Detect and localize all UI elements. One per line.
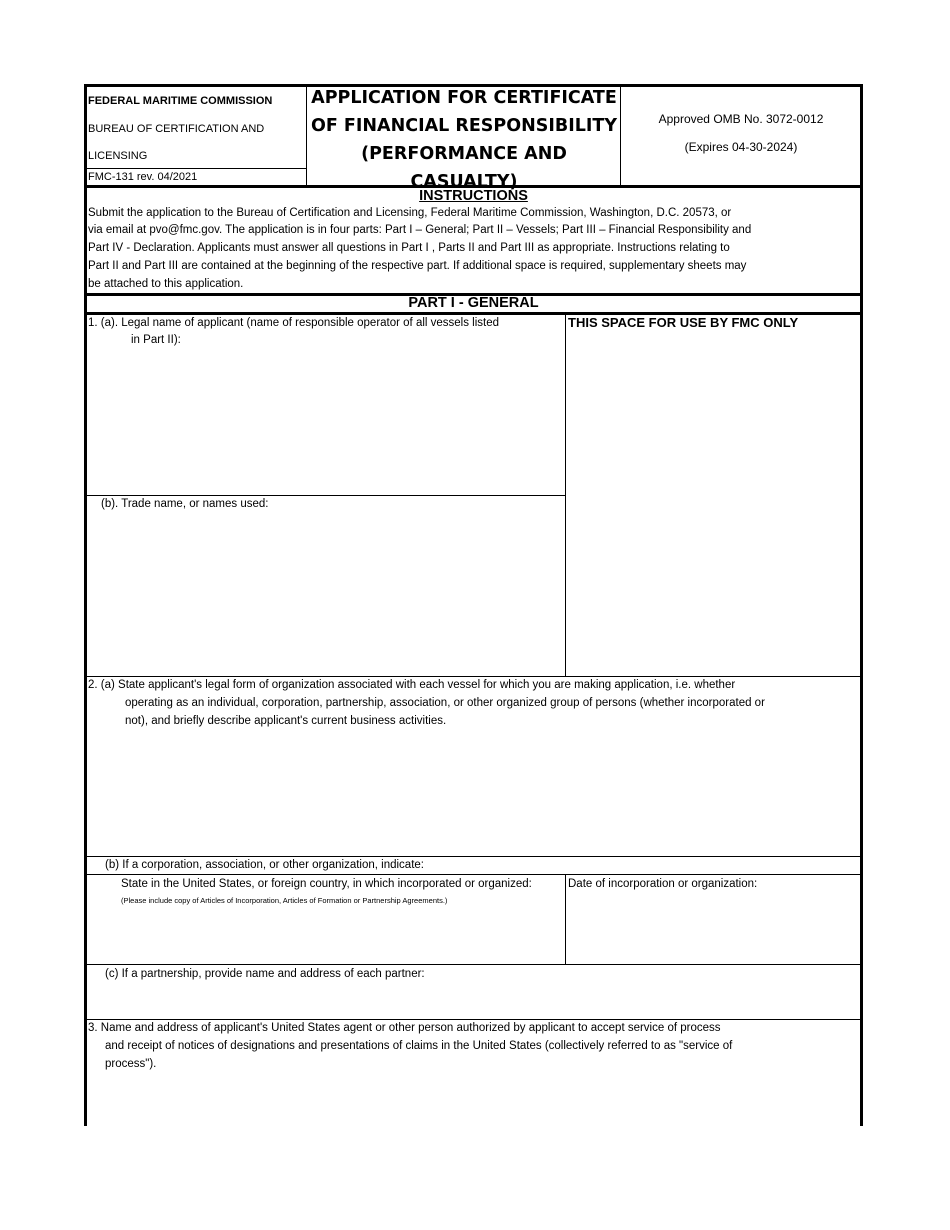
- omb-number: Approved OMB No. 3072-0012: [658, 112, 824, 126]
- instructions-line-4: Part II and Part III are contained at the beginning of the respective part. If additional space is required, supplementary sheets may: [88, 260, 747, 272]
- q2b-label: (b) If a corporation, association, or other organization, indicate:: [105, 859, 424, 871]
- instructions-line-5: be attached to this application.: [88, 278, 244, 290]
- header-divider-right: [620, 86, 621, 186]
- omb-expiration: (Expires 04-30-2024): [684, 140, 798, 154]
- q2b-state-field[interactable]: [87, 908, 564, 962]
- q2a-label-line-3: not), and briefly describe applicant's current business activities.: [125, 715, 447, 727]
- instructions-line-1: Submit the application to the Bureau of Certification and Licensing, Federal Maritime Commission, Washington, D.C. 20573, or: [88, 207, 732, 219]
- form-title-line-2: OF FINANCIAL RESPONSIBILITY: [311, 116, 617, 136]
- q1a-label-line-2: in Part II):: [131, 334, 181, 346]
- q1b-label: (b). Trade name, or names used:: [101, 498, 269, 510]
- q2b-column-divider: [565, 874, 566, 964]
- q3-label-line-2: and receipt of notices of designations and presentations of claims in the United States (collectively referred to as "service of: [105, 1040, 733, 1052]
- instructions-line-3: Part IV - Declaration. Applicants must answer all questions in Part I , Parts II and Part III as appropriate. Instructions relating to: [88, 242, 730, 254]
- header-agency-underline: [86, 168, 306, 169]
- form-title-line-3: (PERFORMANCE AND CASUALTY): [361, 144, 567, 192]
- q1-bottom-divider: [86, 676, 861, 677]
- q1a-answer-field[interactable]: [87, 350, 564, 493]
- form-number: FMC-131 rev. 04/2021: [88, 171, 198, 183]
- form-title-line-1: APPLICATION FOR CERTIFICATE: [311, 88, 617, 108]
- q2b-state-label: State in the United States, or foreign country, in which incorporated or organized:: [121, 878, 532, 890]
- bureau-line-1: BUREAU OF CERTIFICATION AND: [88, 123, 265, 135]
- q2a-label-line-1: 2. (a) State applicant's legal form of organization associated with each vessel for which you are making application, i.e. whether: [88, 679, 736, 691]
- q2c-answer-field[interactable]: [87, 984, 860, 1017]
- frame-right-border: [860, 84, 863, 1126]
- agency-name: FEDERAL MARITIME COMMISSION: [88, 95, 273, 107]
- part1-heading: PART I - GENERAL: [408, 295, 539, 311]
- header-divider-left: [306, 86, 307, 186]
- q3-answer-field[interactable]: [87, 1075, 860, 1125]
- q1a-label-line-1: 1. (a). Legal name of applicant (name of responsible operator of all vessels listed: [88, 317, 500, 329]
- fmc-column-divider: [565, 314, 566, 676]
- q2b-articles-note: (Please include copy of Articles of Incorporation, Articles of Formation or Partnership Agreements.): [121, 896, 448, 905]
- q2c-bottom-divider: [86, 1019, 861, 1020]
- q2c-label: (c) If a partnership, provide name and address of each partner:: [105, 968, 425, 980]
- q2a-answer-field[interactable]: [87, 732, 860, 854]
- fmc-use-only-area: [567, 332, 859, 674]
- q1a-q1b-divider: [86, 495, 565, 496]
- q3-label-line-3: process").: [105, 1058, 157, 1070]
- q2b-date-label: Date of incorporation or organization:: [568, 878, 758, 890]
- instructions-line-2: via email at pvo@fmc.gov. The application is in four parts: Part I – General; Part II – Vessels; Part III – Financial Responsibility and: [88, 224, 752, 236]
- q1b-answer-field[interactable]: [87, 514, 564, 674]
- q2b-date-field[interactable]: [567, 894, 859, 962]
- fmc-use-only-label: THIS SPACE FOR USE BY FMC ONLY: [568, 315, 799, 330]
- q2b-bottom-divider: [86, 964, 861, 965]
- q3-label-line-1: 3. Name and address of applicant's United States agent or other person authorized by applicant to accept service of process: [88, 1022, 721, 1034]
- bureau-line-2: LICENSING: [88, 150, 148, 162]
- instructions-heading: INSTRUCTIONS: [419, 188, 528, 204]
- q2b-heading-bottom-divider: [86, 874, 861, 875]
- q2a-label-line-2: operating as an individual, corporation, partnership, association, or other organized group of persons (whether incorporated or: [125, 697, 765, 709]
- q2a-bottom-divider: [86, 856, 861, 857]
